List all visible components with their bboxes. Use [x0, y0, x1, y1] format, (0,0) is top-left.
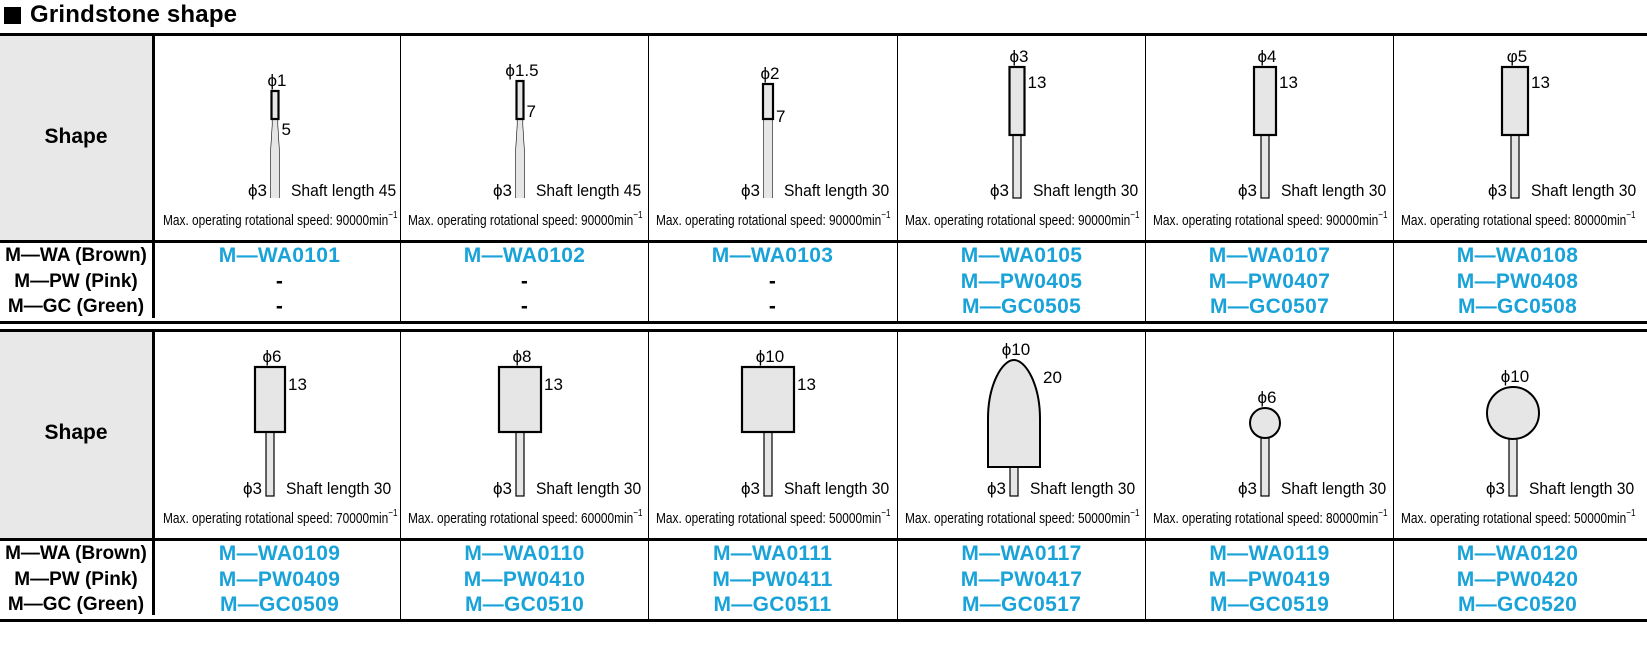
grade-row-label: M—PW (Pink): [14, 270, 138, 292]
grindstone-drawing: [897, 36, 1146, 240]
shaft: [1511, 135, 1519, 198]
part-number-link[interactable]: M—PW0417: [960, 567, 1083, 591]
shaft-diameter-label: ϕ3: [493, 479, 512, 498]
diameter-label: ϕ8: [512, 347, 532, 366]
shaft-length-label: Shaft length 30: [1281, 479, 1387, 499]
shaft: [266, 432, 274, 496]
grindstone-drawing: [400, 36, 649, 240]
shaft: [1013, 135, 1021, 198]
length-label: 13: [288, 375, 307, 394]
diameter-label: ϕ1: [267, 71, 287, 90]
grindstone-head: [988, 360, 1040, 467]
table-bottom-border: [0, 321, 1647, 324]
length-label: 7: [776, 107, 786, 126]
shaft-diameter-label: ϕ3: [990, 181, 1009, 200]
unavailable-code: -: [275, 269, 284, 293]
grindstone-drawing: [155, 332, 404, 538]
grindstone-head: [763, 84, 773, 119]
max-speed-label: Max. operating rotational speed: $90000\min^{-1}$: [656, 209, 891, 229]
shaft-length-label: Shaft length 30: [1033, 181, 1139, 201]
grindstone-drawing: [1393, 36, 1642, 240]
grindstone-head: [1487, 387, 1539, 439]
part-number-link[interactable]: M—PW0410: [463, 567, 586, 591]
part-number-link[interactable]: M—GC0507: [1209, 295, 1330, 318]
part-number-link[interactable]: M—WA0107: [1208, 244, 1331, 267]
unavailable-code: -: [768, 269, 777, 293]
part-number-link[interactable]: M—WA0119: [1209, 542, 1330, 565]
diameter-label: ϕ10: [1001, 340, 1031, 359]
shaft-diameter-label: ϕ3: [1486, 479, 1505, 498]
part-number-link[interactable]: M—GC0519: [1209, 593, 1330, 616]
unavailable-code: -: [275, 295, 284, 318]
diameter-label: ϕ4: [1257, 47, 1277, 66]
part-number-link[interactable]: M—PW0405: [960, 269, 1083, 293]
unavailable-code: -: [520, 295, 529, 318]
shaft-length-label: Shaft length 30: [536, 479, 642, 499]
shaft: [1010, 467, 1018, 496]
square-bullet-icon: [4, 7, 21, 24]
part-number-link[interactable]: M—PW0409: [218, 567, 341, 591]
length-label: 13: [1531, 73, 1550, 92]
length-label: 5: [281, 120, 291, 139]
part-number-link[interactable]: M—WA0102: [463, 244, 586, 267]
shaft-length-label: Shaft length 30: [1030, 479, 1136, 499]
shaft-length-label: Shaft length 30: [784, 181, 890, 201]
shaft-diameter-label: ϕ3: [1238, 181, 1257, 200]
shaft-diameter-label: ϕ3: [741, 479, 760, 498]
part-number-link[interactable]: M—GC0505: [961, 295, 1082, 318]
max-speed-label: Max. operating rotational speed: $70000\min^{-1}$: [163, 507, 398, 527]
grade-row-label: M—WA (Brown): [5, 245, 147, 266]
grindstone-drawing: [648, 332, 897, 538]
shaft: [1261, 434, 1269, 496]
max-speed-label: Max. operating rotational speed: $50000\min^{-1}$: [656, 507, 891, 527]
shaft-length-label: Shaft length 30: [784, 479, 890, 499]
grindstone-drawing: [1145, 36, 1394, 240]
part-number-link[interactable]: M—PW0411: [712, 567, 833, 591]
length-label: 13: [1027, 73, 1047, 92]
grindstone-head: [255, 367, 285, 432]
section-title-text: Grindstone shape: [30, 1, 238, 28]
section-title: [4, 0, 237, 30]
shaft: [1261, 135, 1269, 198]
shaft-length-label: Shaft length 30: [1529, 479, 1635, 499]
part-number-link[interactable]: M—WA0110: [464, 542, 585, 565]
shaft-diameter-label: ϕ3: [493, 181, 512, 200]
grindstone-drawing: [155, 36, 404, 240]
shaft-length-label: Shaft length 45: [536, 181, 642, 201]
shape-label: Shape: [44, 125, 108, 148]
grindstone-head: [742, 367, 794, 432]
grindstone-drawing: [1393, 332, 1642, 538]
max-speed-label: Max. operating rotational speed: $50000\min^{-1}$: [905, 507, 1140, 527]
part-number-link[interactable]: M—GC0508: [1457, 295, 1578, 318]
shaft-fill: [764, 119, 772, 198]
grindstone-head: [1502, 67, 1528, 135]
shaft-fill: [516, 119, 524, 198]
length-label: 7: [526, 102, 536, 121]
shaft-length-label: Shaft length 30: [286, 479, 392, 499]
shaft-length-label: Shaft length 30: [1531, 181, 1637, 201]
part-number-link[interactable]: M—WA0111: [712, 542, 833, 565]
part-number-link[interactable]: M—GC0520: [1457, 593, 1578, 616]
part-number-link[interactable]: M—WA0120: [1456, 542, 1579, 565]
length-label: 13: [544, 375, 563, 394]
shaft-diameter-label: ϕ3: [243, 479, 262, 498]
grindstone-head: [1250, 408, 1280, 438]
max-speed-label: Max. operating rotational speed: $90000\min^{-1}$: [1153, 209, 1388, 229]
diameter-label: ϕ1.5: [505, 61, 539, 80]
diameter-label: ϕ10: [1500, 367, 1530, 386]
shaft-diameter-label: ϕ3: [1238, 479, 1257, 498]
shaft: [516, 432, 524, 496]
part-number-link[interactable]: M—PW0408: [1456, 269, 1579, 293]
diameter-label: ϕ3: [1009, 47, 1029, 66]
part-number-link[interactable]: M—WA0105: [960, 244, 1083, 267]
unavailable-code: -: [520, 269, 529, 293]
grade-row-label: M—GC (Green): [7, 296, 145, 317]
diameter-label: ϕ2: [760, 64, 780, 83]
grindstone-drawing: [648, 36, 897, 240]
length-label: 20: [1043, 368, 1062, 387]
grindstone-table-2: [0, 329, 1647, 629]
part-number-link[interactable]: M—PW0419: [1208, 567, 1331, 591]
grindstone-drawing: [897, 332, 1146, 538]
length-label: 13: [1279, 73, 1298, 92]
max-speed-label: Max. operating rotational speed: $50000\min^{-1}$: [1401, 507, 1636, 527]
part-number-link[interactable]: M—GC0509: [219, 593, 340, 616]
diameter-label: φ5: [1506, 47, 1528, 66]
shaft-length-label: Shaft length 45: [291, 181, 397, 201]
shaft-length-label: Shaft length 30: [1281, 181, 1387, 201]
grindstone-head: [1010, 67, 1025, 135]
part-number-link[interactable]: M—PW0407: [1208, 269, 1331, 293]
part-number-link[interactable]: M—GC0510: [464, 593, 585, 616]
grindstone-head: [272, 91, 279, 119]
part-number-link[interactable]: M—GC0517: [961, 593, 1082, 616]
shaft-diameter-label: ϕ3: [248, 181, 267, 200]
unavailable-code: -: [768, 295, 777, 318]
shaft: [764, 432, 772, 496]
part-number-link[interactable]: M—WA0101: [218, 244, 341, 267]
max-speed-label: Max. operating rotational speed: $90000\min^{-1}$: [905, 209, 1140, 229]
part-number-link[interactable]: M—WA0117: [961, 542, 1082, 565]
diameter-label: ϕ6: [262, 347, 282, 366]
part-number-link[interactable]: M—WA0109: [218, 542, 341, 565]
shaft-diameter-label: ϕ3: [987, 479, 1006, 498]
grindstone-table-1: [0, 33, 1647, 333]
max-speed-label: Max. operating rotational speed: $90000\min^{-1}$: [163, 209, 398, 229]
grade-row-label: M—PW (Pink): [14, 568, 138, 590]
part-number-link[interactable]: M—GC0511: [713, 593, 832, 616]
grindstone-drawing: [1145, 332, 1394, 538]
part-number-link[interactable]: M—WA0103: [711, 244, 834, 267]
part-number-link[interactable]: M—PW0420: [1456, 567, 1579, 591]
shaft-diameter-label: ϕ3: [741, 181, 760, 200]
max-speed-label: Max. operating rotational speed: $60000\min^{-1}$: [408, 507, 643, 527]
diameter-label: ϕ10: [755, 347, 785, 366]
max-speed-label: Max. operating rotational speed: $80000\min^{-1}$: [1153, 507, 1388, 527]
part-number-link[interactable]: M—WA0108: [1456, 244, 1579, 267]
shaft-fill: [271, 119, 279, 198]
grindstone-head: [1254, 67, 1276, 135]
diameter-label: ϕ6: [1257, 388, 1277, 407]
grindstone-drawing: [400, 332, 649, 538]
grindstone-head: [517, 81, 524, 119]
table-bottom-border: [0, 619, 1647, 622]
max-speed-label: Max. operating rotational speed: $90000\min^{-1}$: [408, 209, 643, 229]
max-speed-label: Max. operating rotational speed: $80000\min^{-1}$: [1401, 209, 1636, 229]
grade-row-label: M—GC (Green): [7, 594, 145, 615]
grade-row-label: M—WA (Brown): [5, 543, 147, 564]
length-label: 13: [797, 375, 816, 394]
shape-label: Shape: [44, 421, 108, 444]
shaft: [1509, 435, 1517, 496]
grindstone-head: [499, 367, 541, 432]
shaft-diameter-label: ϕ3: [1488, 181, 1507, 200]
